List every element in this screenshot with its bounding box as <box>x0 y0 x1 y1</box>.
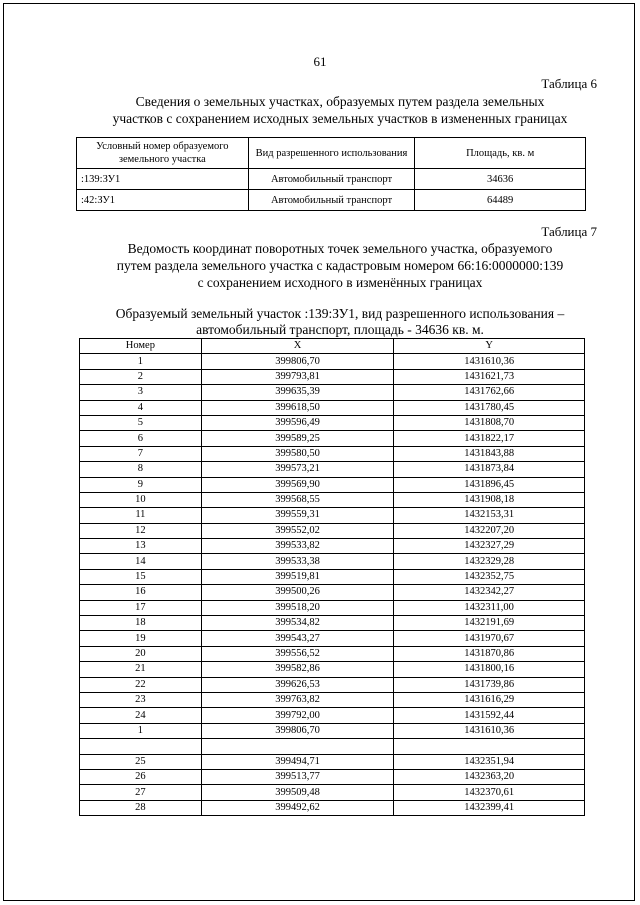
table7-title-line3: с сохранением исходного в изменённых границах <box>197 275 483 290</box>
point-number-cell: 7 <box>80 446 202 461</box>
x-coordinate-cell: 399582,86 <box>201 662 394 677</box>
y-coordinate-cell: 1431822,17 <box>394 431 585 446</box>
table6-header-parcel: Условный номер образуемого земельного участка <box>77 138 249 169</box>
table6-header-row <box>77 138 586 169</box>
point-number-cell: 10 <box>80 492 202 507</box>
point-number-cell: 18 <box>80 616 202 631</box>
x-coordinate-cell: 399569,90 <box>201 477 394 492</box>
table-row <box>80 785 585 800</box>
x-coordinate-cell: 399626,53 <box>201 677 394 692</box>
y-coordinate-cell: 1431610,36 <box>394 723 585 738</box>
y-coordinate-cell: 1432399,41 <box>394 800 585 815</box>
table-row <box>80 446 585 461</box>
y-coordinate-cell: 1431800,16 <box>394 662 585 677</box>
table-row <box>80 754 585 769</box>
y-coordinate-cell: 1431873,84 <box>394 462 585 477</box>
point-number-cell: 11 <box>80 508 202 523</box>
use-cell: Автомобильный транспорт <box>248 190 415 211</box>
table-row <box>80 508 585 523</box>
point-number-cell: 9 <box>80 477 202 492</box>
point-number-cell: 21 <box>80 662 202 677</box>
table6-title-line1: Сведения о земельных участках, образуемых путем раздела земельных <box>135 94 545 109</box>
x-coordinate-cell: 399763,82 <box>201 692 394 707</box>
table-row <box>80 769 585 784</box>
y-coordinate-cell: 1431780,45 <box>394 400 585 415</box>
point-number-cell: 14 <box>80 554 202 569</box>
table-row <box>80 431 585 446</box>
table7 <box>79 338 585 816</box>
x-coordinate-cell: 399618,50 <box>201 400 394 415</box>
y-coordinate-cell: 1432153,31 <box>394 508 585 523</box>
x-coordinate-cell: 399509,48 <box>201 785 394 800</box>
y-coordinate-cell: 1432191,69 <box>394 616 585 631</box>
y-coordinate-cell: 1432342,27 <box>394 585 585 600</box>
point-number-cell: 22 <box>80 677 202 692</box>
table-row <box>80 739 585 754</box>
table-row <box>80 646 585 661</box>
x-coordinate-cell: 399596,49 <box>201 415 394 430</box>
y-coordinate-cell: 1431739,86 <box>394 677 585 692</box>
x-coordinate-cell: 399806,70 <box>201 723 394 738</box>
y-coordinate-cell: 1432311,00 <box>394 600 585 615</box>
y-coordinate-cell: 1431621,73 <box>394 369 585 384</box>
y-coordinate-cell: 1432352,75 <box>394 569 585 584</box>
table-row <box>80 600 585 615</box>
point-number-cell <box>80 739 202 754</box>
x-coordinate-cell: 399589,25 <box>201 431 394 446</box>
x-coordinate-cell: 399573,21 <box>201 462 394 477</box>
y-coordinate-cell: 1432370,61 <box>394 785 585 800</box>
x-coordinate-cell: 399793,81 <box>201 369 394 384</box>
table-row <box>80 492 585 507</box>
table7-header-x: X <box>201 339 394 354</box>
table-row <box>77 169 586 190</box>
table7-subtitle-line2: автомобильный транспорт, площадь - 34636 кв. м. <box>196 322 484 337</box>
table-row <box>80 800 585 815</box>
y-coordinate-cell: 1431843,88 <box>394 446 585 461</box>
table6-header-area: Площадь, кв. м <box>415 138 586 169</box>
table7-label: Таблица 7 <box>541 224 597 239</box>
x-coordinate-cell: 399513,77 <box>201 769 394 784</box>
x-coordinate-cell: 399556,52 <box>201 646 394 661</box>
table-row <box>80 631 585 646</box>
point-number-cell: 28 <box>80 800 202 815</box>
table7-header-y: Y <box>394 339 585 354</box>
y-coordinate-cell: 1431808,70 <box>394 415 585 430</box>
point-number-cell: 8 <box>80 462 202 477</box>
use-cell: Автомобильный транспорт <box>248 169 415 190</box>
point-number-cell: 24 <box>80 708 202 723</box>
area-cell: 64489 <box>415 190 586 211</box>
table6-header-use: Вид разрешенного использования <box>248 138 415 169</box>
table-row <box>80 369 585 384</box>
x-coordinate-cell: 399533,38 <box>201 554 394 569</box>
point-number-cell: 1 <box>80 723 202 738</box>
table-row <box>80 354 585 369</box>
table7-title-line1: Ведомость координат поворотных точек земельного участка, образуемого <box>127 241 553 256</box>
x-coordinate-cell: 399580,50 <box>201 446 394 461</box>
point-number-cell: 17 <box>80 600 202 615</box>
table-row <box>80 677 585 692</box>
y-coordinate-cell: 1432329,28 <box>394 554 585 569</box>
x-coordinate-cell: 399518,20 <box>201 600 394 615</box>
parcel-cell: :42:ЗУ1 <box>77 190 249 211</box>
table6-label: Таблица 6 <box>541 76 597 91</box>
point-number-cell: 20 <box>80 646 202 661</box>
table-row <box>80 708 585 723</box>
table7-subtitle-line1: Образуемый земельный участок :139:ЗУ1, вид разрешенного использования – <box>115 306 565 321</box>
x-coordinate-cell: 399519,81 <box>201 569 394 584</box>
x-coordinate-cell: 399494,71 <box>201 754 394 769</box>
table6-title-line2: участков с сохранением исходных земельных участков в измененных границах <box>112 111 568 126</box>
x-coordinate-cell: 399534,82 <box>201 616 394 631</box>
y-coordinate-cell: 1431870,86 <box>394 646 585 661</box>
point-number-cell: 12 <box>80 523 202 538</box>
y-coordinate-cell: 1431592,44 <box>394 708 585 723</box>
table-row <box>80 554 585 569</box>
point-number-cell: 3 <box>80 385 202 400</box>
x-coordinate-cell: 399792,00 <box>201 708 394 723</box>
table6 <box>76 137 586 211</box>
point-number-cell: 2 <box>80 369 202 384</box>
point-number-cell: 26 <box>80 769 202 784</box>
x-coordinate-cell: 399559,31 <box>201 508 394 523</box>
point-number-cell: 4 <box>80 400 202 415</box>
table-row <box>80 723 585 738</box>
table7-header-row <box>80 339 585 354</box>
point-number-cell: 13 <box>80 539 202 554</box>
table7-title-line2: путем раздела земельного участка с кадастровым номером 66:16:0000000:139 <box>116 258 564 273</box>
x-coordinate-cell: 399492,62 <box>201 800 394 815</box>
table7-header-number: Номер <box>80 339 202 354</box>
table-row <box>80 569 585 584</box>
point-number-cell: 19 <box>80 631 202 646</box>
y-coordinate-cell: 1431762,66 <box>394 385 585 400</box>
table-row <box>80 692 585 707</box>
x-coordinate-cell: 399543,27 <box>201 631 394 646</box>
point-number-cell: 27 <box>80 785 202 800</box>
table-row <box>80 385 585 400</box>
point-number-cell: 16 <box>80 585 202 600</box>
table-row <box>80 616 585 631</box>
x-coordinate-cell: 399568,55 <box>201 492 394 507</box>
table-row <box>80 462 585 477</box>
table-row <box>80 539 585 554</box>
point-number-cell: 25 <box>80 754 202 769</box>
table-row <box>80 415 585 430</box>
y-coordinate-cell: 1431908,18 <box>394 492 585 507</box>
point-number-cell: 5 <box>80 415 202 430</box>
y-coordinate-cell: 1431616,29 <box>394 692 585 707</box>
point-number-cell: 23 <box>80 692 202 707</box>
x-coordinate-cell: 399500,26 <box>201 585 394 600</box>
y-coordinate-cell: 1432363,20 <box>394 769 585 784</box>
x-coordinate-cell <box>201 739 394 754</box>
x-coordinate-cell: 399806,70 <box>201 354 394 369</box>
area-cell: 34636 <box>415 169 586 190</box>
point-number-cell: 6 <box>80 431 202 446</box>
y-coordinate-cell <box>394 739 585 754</box>
y-coordinate-cell: 1431896,45 <box>394 477 585 492</box>
y-coordinate-cell: 1431970,67 <box>394 631 585 646</box>
y-coordinate-cell: 1432327,29 <box>394 539 585 554</box>
x-coordinate-cell: 399552,02 <box>201 523 394 538</box>
point-number-cell: 15 <box>80 569 202 584</box>
point-number-cell: 1 <box>80 354 202 369</box>
x-coordinate-cell: 399533,82 <box>201 539 394 554</box>
y-coordinate-cell: 1432207,20 <box>394 523 585 538</box>
table-row <box>80 585 585 600</box>
table-row <box>80 400 585 415</box>
table-row <box>80 477 585 492</box>
parcel-cell: :139:ЗУ1 <box>77 169 249 190</box>
y-coordinate-cell: 1431610,36 <box>394 354 585 369</box>
table-row <box>80 662 585 677</box>
table-row <box>77 190 586 211</box>
page-number: 61 <box>313 54 327 69</box>
y-coordinate-cell: 1432351,94 <box>394 754 585 769</box>
table-row <box>80 523 585 538</box>
x-coordinate-cell: 399635,39 <box>201 385 394 400</box>
